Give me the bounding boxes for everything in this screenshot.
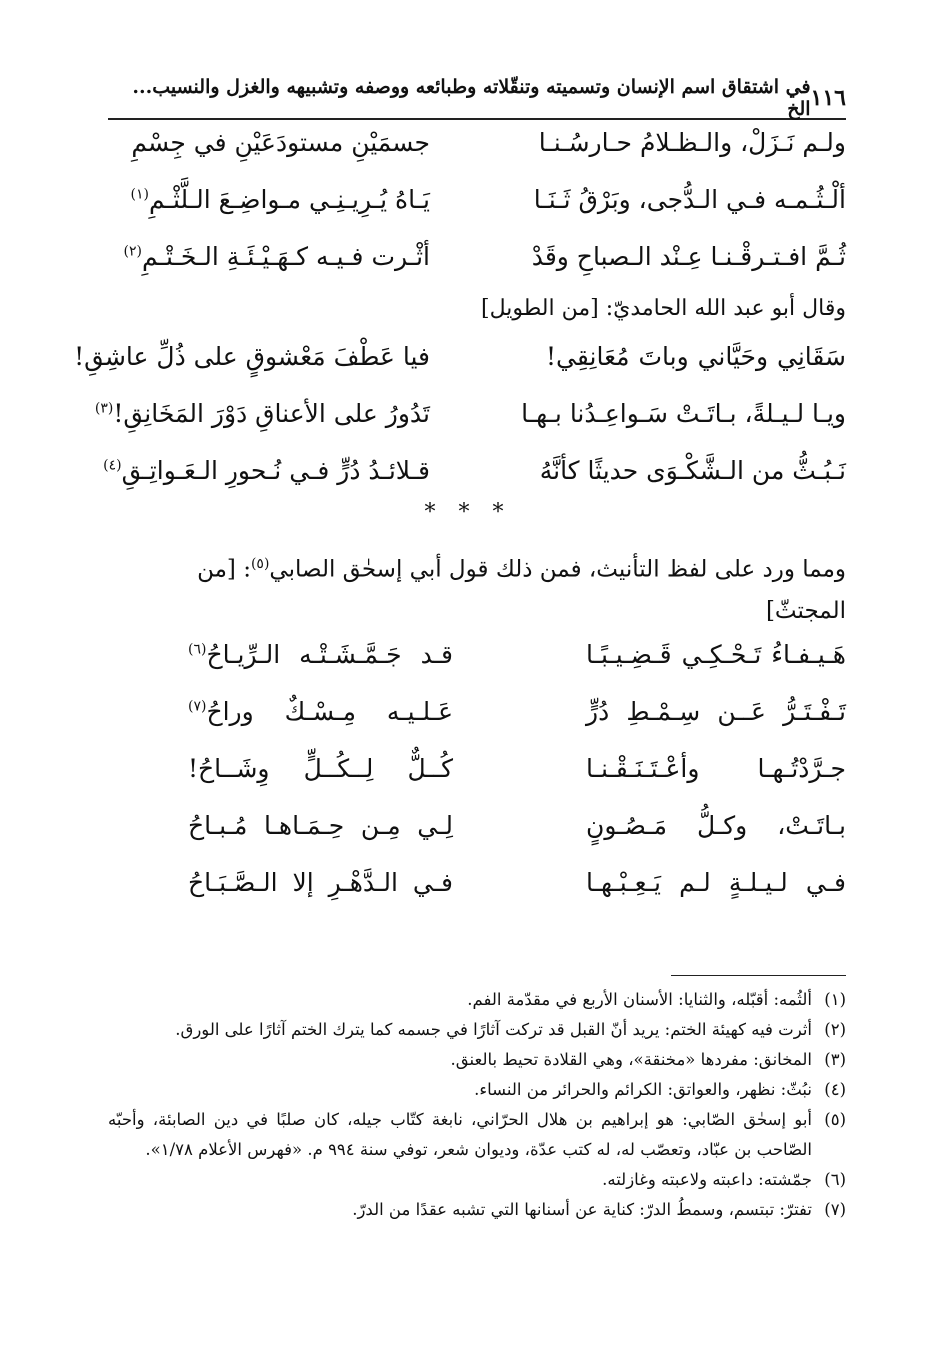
footnote-text: نبُثّ: نظهر، والعواتق: الكرائم والحرائر من النساء.	[474, 1080, 812, 1099]
footnote-text: أبو إسحٰق الصّابي: هو إبراهيم بن هلال الحرّاني، نابغة كتّاب جيله، كان صلبًا في دين الصابئة، وأحبّه الصّاحب بن عبّاد، وتعصّب له، له كتب عدّة، وديوان شعر، توفي سنة ٩٩٤ م. «فهرس الأعلام ١/٧٨».	[108, 1110, 812, 1159]
verse-second-hemistich	[94, 399, 430, 428]
footnote-text: أثرت فيه كهيئة الختم: يريد أنّ القبل قد تركت آثارًا في جسمه كما يترك الختم آثارًا على الورق.	[175, 1020, 812, 1039]
poem-2	[74, 342, 846, 513]
footnote-marker[interactable]: (٤)	[103, 457, 122, 474]
verse-first-hemistich: نَـبُـثُّ من الـشَّكْـوَى حديثًا كأنَّهُ	[539, 456, 846, 485]
verse-first-hemistich: بـاتَـتْ، وكـلُّ مَـصُـونٍ	[586, 811, 846, 840]
verse	[123, 242, 846, 299]
hemistich-text: عَـلـيـه مِـسْـكٌ وراحُ	[206, 697, 453, 726]
verse	[188, 697, 846, 754]
poem-3	[188, 640, 846, 925]
verse-second-hemistich	[74, 342, 430, 371]
footnote-marker[interactable]: (١)	[130, 186, 149, 203]
footnote	[108, 1195, 846, 1225]
verse-second-hemistich	[131, 128, 430, 157]
footnote-marker[interactable]: (٣)	[94, 400, 114, 417]
verse-second-hemistich	[188, 640, 453, 669]
verse	[188, 754, 846, 811]
verse-second-hemistich	[130, 185, 430, 214]
section-separator: * * *	[424, 500, 512, 525]
verse	[188, 811, 846, 868]
footnote-marker[interactable]: (٦)	[188, 641, 207, 658]
poem-3-intro-line-1	[108, 556, 846, 583]
intro-text-end: : [من	[197, 556, 251, 583]
verse-first-hemistich: فـي لـيـلـةٍ لـم يَـعِـبْـهـا	[586, 868, 846, 897]
hemistich-text: فيا عَطْفَ مَعْشوقٍ على ذُلِّ عاشِقِ!	[74, 342, 430, 371]
footnote	[108, 1105, 846, 1165]
hemistich-text: أثْـرت فـيـه كـهَـيْـئَـةِ الـخَـتْـمِ	[141, 242, 430, 271]
footnote-number: (٧)	[824, 1200, 846, 1219]
footnote-number: (٦)	[824, 1170, 846, 1189]
footnote-number: (٣)	[824, 1050, 846, 1069]
verse-first-hemistich: هَـيـفـاءُ تَـحْـكِـي قَـضِـيـبًـا	[586, 640, 846, 669]
hemistich-text: تَدُورُ على الأعناقِ دَوْرَ المَخَانِقِ!	[113, 399, 430, 428]
verse-first-hemistich: ألْـثُـمـه فـي الـدُّجى، وبَرْقُ ثَـنَـا	[533, 185, 846, 214]
footnote-marker[interactable]: (٢)	[123, 243, 142, 260]
footnote	[108, 1165, 846, 1195]
verse-first-hemistich: ثُـمَّ افـتـرقْـنـا عِـنْد الـصباحِ وقَدْ	[531, 242, 846, 271]
verse-second-hemistich	[188, 754, 453, 783]
intro-text: ومما ورد على لفظ التأنيث، فمن ذلك قول أبي إسحٰق الصابي	[269, 556, 846, 583]
footnote-text: ألثُمه: أقبّله، والثنايا: الأسنان الأربع في مقدّمة الفم.	[467, 990, 812, 1009]
verse-first-hemistich: ولـم نَـزَلْ، والـظـلامُ حـارسُـنـا	[538, 128, 846, 157]
footnote-marker[interactable]: (٧)	[188, 698, 207, 715]
footnote-marker[interactable]: (٥)	[250, 556, 270, 572]
hemistich-text: فـي الـدَّهْـرِ إلا الـصَّـبَـاحُ	[188, 868, 453, 897]
footnote-number: (٢)	[824, 1020, 846, 1039]
footnotes	[108, 985, 846, 1225]
footnote-number: (٥)	[824, 1110, 846, 1129]
footnote	[108, 1045, 846, 1075]
footnote-number: (٤)	[824, 1080, 846, 1099]
footnote-divider	[671, 975, 846, 976]
running-title: في اشتقاق اسم الإنسان وتسميته وتنقّلاته وطبائعه ووصفه وتشبيهه والغزل والنسيب... الخ	[132, 76, 811, 120]
footnote-text: المخانق: مفردها «مخنقة»، وهي القلادة تحيط بالعنق.	[450, 1050, 812, 1069]
page-number: ١١٦	[810, 85, 846, 111]
hemistich-text: لِـي مِـن حِـمَـاهـا مُـبـاحُ	[188, 811, 453, 840]
footnote-text: جمّشته: داعبته ولاعبته وغازلته.	[602, 1170, 812, 1189]
verse-second-hemistich	[123, 242, 430, 271]
poem-3-intro-line-2: المجتثّ]	[765, 598, 846, 624]
footnote	[108, 1075, 846, 1105]
verse	[74, 342, 846, 399]
verse-second-hemistich	[103, 456, 430, 485]
verse	[188, 868, 846, 925]
verse-second-hemistich	[188, 697, 453, 726]
verse-first-hemistich: جـرَّدْتُـهـا وأعْـتَـنَـقْـنـا	[586, 754, 846, 783]
poem-1	[123, 128, 846, 299]
hemistich-text: قـد جَـمَّـشَـتْـه الـرِّيـاحُ	[206, 640, 453, 669]
verse-second-hemistich	[188, 811, 453, 840]
verse	[131, 128, 846, 185]
verse-first-hemistich: تَـفْـتَـرُّ عَــن سِـمْـطِ دُرٍّ	[586, 697, 846, 726]
hemistich-text: كُــلٌّ لِــكُــلٍّ وِشَــاحُ!	[188, 754, 453, 783]
verse-first-hemistich: سَقَانِي وحَيَّاني وباتَ مُعَانِقِي!	[546, 342, 846, 371]
poem-2-intro: وقال أبو عبد الله الحامديّ: [من الطويل]	[481, 296, 846, 321]
footnote	[108, 985, 846, 1015]
verse	[188, 640, 846, 697]
verse-second-hemistich	[188, 868, 453, 897]
verse-first-hemistich: ويـا لـيـلةً، بـاتَـتْ سَـواعِـدُنا بـهـا	[521, 399, 846, 428]
footnote-text: تفترّ: تبتسم، وسمطُ الدرّ: كناية عن أسنانها التي تشبه عقدًا من الدرّ.	[352, 1200, 812, 1219]
hemistich-text: جسمَيْنِ مستودَعَيْنِ في جِسْمِ	[131, 128, 430, 157]
verse	[130, 185, 846, 242]
page-header	[108, 78, 846, 120]
footnote	[108, 1015, 846, 1045]
verse	[94, 399, 846, 456]
hemistich-text: قـلائـدُ دُرٍّ فـي نُـحورِ الـعَـواتِـقِ	[121, 456, 430, 485]
footnote-number: (١)	[824, 990, 846, 1009]
hemistich-text: يَـاهُ يُـرِيـنِـي مـواضِـعَ الـلَّثْـمِ	[148, 185, 430, 214]
